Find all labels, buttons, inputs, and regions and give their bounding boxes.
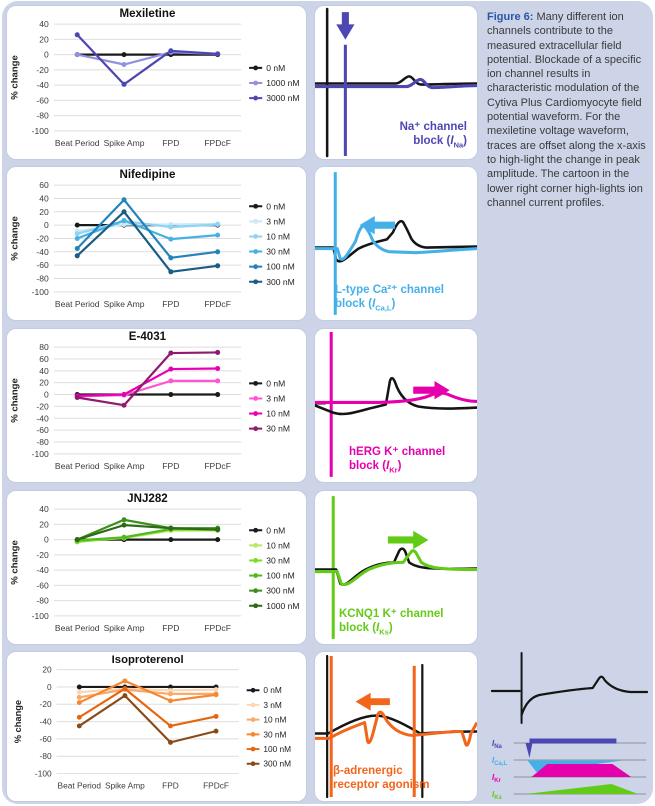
svg-text:100 nM: 100 nM [266, 261, 295, 272]
svg-text:300 nM: 300 nM [266, 276, 295, 287]
svg-text:-60: -60 [36, 580, 49, 591]
svg-text:FPDcF: FPDcF [204, 460, 231, 471]
svg-text:Spike Amp: Spike Amp [103, 298, 145, 309]
svg-text:Spike Amp: Spike Amp [103, 622, 145, 633]
beta-adrenergic-waveform-panel [314, 651, 478, 802]
figure-caption-body: Many different ion channels contribute to the measured extracellular field potential. Blockade of a specific ion channel results in characteristic modulation of the Cytiva Plus Cardiomyocyte field potential waveform. For the mexiletine voltage waveform, traces are offset along the x-axis to high-light the change in peak amplitude. The cartoon in the lower right corner high-lights ion channel current profiles. [487, 11, 646, 209]
ina-label: $I_{Na}$ [491, 737, 502, 751]
svg-text:0 nM: 0 nM [266, 201, 286, 212]
svg-text:Beat Period: Beat Period [54, 298, 100, 309]
ks-block-waveform-panel [314, 490, 478, 645]
svg-text:60: 60 [39, 180, 49, 191]
svg-text:40: 40 [39, 19, 49, 30]
isoproterenol-chart-panel [6, 651, 307, 802]
ks-channel-block-label: KCNQ1 K⁺ channel block $(I_{Ks})$ [339, 607, 444, 636]
ikr-current-profile [531, 764, 631, 777]
svg-text:-80: -80 [39, 751, 52, 762]
svg-text:0: 0 [44, 49, 49, 60]
svg-text:Isoproterenol: Isoproterenol [111, 653, 184, 666]
svg-text:3 nM: 3 nM [266, 393, 286, 404]
svg-text:0 nM: 0 nM [266, 378, 286, 389]
svg-text:-80: -80 [36, 436, 49, 447]
ina-current-profile [526, 739, 617, 759]
isoproterenol-chart [7, 652, 306, 801]
beta-adrenergic-label: β-adrenergic receptor agonism [333, 765, 430, 792]
svg-text:100 nM: 100 nM [263, 743, 292, 754]
svg-text:20: 20 [39, 377, 49, 388]
svg-text:-100: -100 [31, 286, 49, 297]
svg-text:Beat Period: Beat Period [54, 622, 100, 633]
svg-text:300 nM: 300 nM [266, 585, 295, 596]
svg-text:30 nM: 30 nM [263, 729, 287, 740]
svg-text:3 nM: 3 nM [266, 216, 286, 227]
svg-text:80: 80 [39, 342, 49, 353]
ikr-label: $I_{Kr}$ [491, 771, 501, 785]
svg-text:-100: -100 [31, 610, 49, 621]
svg-text:FPDcF: FPDcF [204, 622, 231, 633]
svg-text:30 nM: 30 nM [266, 246, 290, 257]
svg-text:-20: -20 [39, 699, 52, 710]
svg-text:-60: -60 [39, 733, 52, 744]
mexiletine-chart-panel [6, 5, 307, 160]
svg-text:-100: -100 [31, 448, 49, 459]
svg-text:-20: -20 [36, 64, 49, 75]
svg-text:-40: -40 [39, 716, 52, 727]
iks-label: $I_{Ks}$ [491, 788, 502, 801]
cal-block-waveform-panel [314, 166, 478, 321]
svg-text:-80: -80 [36, 273, 49, 284]
svg-text:-100: -100 [31, 125, 49, 136]
svg-text:-20: -20 [36, 233, 49, 244]
svg-text:E-4031: E-4031 [128, 331, 167, 344]
svg-text:0 nM: 0 nM [266, 525, 286, 536]
svg-text:20: 20 [39, 34, 49, 45]
figure-caption [487, 10, 647, 210]
svg-text:40: 40 [39, 504, 49, 515]
svg-text:-60: -60 [36, 425, 49, 436]
svg-text:10 nM: 10 nM [266, 540, 290, 551]
jnj282-chart [7, 491, 306, 644]
svg-text:% change: % change [13, 699, 24, 744]
svg-text:1000 nM: 1000 nM [266, 600, 300, 611]
svg-text:10 nM: 10 nM [266, 408, 290, 419]
svg-text:Mexiletine: Mexiletine [119, 8, 176, 21]
svg-text:20: 20 [42, 664, 52, 675]
svg-text:JNJ282: JNJ282 [127, 493, 168, 506]
svg-text:-60: -60 [36, 95, 49, 106]
svg-text:Spike Amp: Spike Amp [103, 137, 145, 148]
svg-text:0 nM: 0 nM [266, 62, 286, 73]
svg-text:1000 nM: 1000 nM [266, 78, 300, 89]
svg-text:FPDcF: FPDcF [204, 137, 231, 148]
svg-text:-40: -40 [36, 80, 49, 91]
svg-text:-20: -20 [36, 549, 49, 560]
e4031-chart [7, 329, 306, 482]
svg-text:FPD: FPD [162, 137, 180, 148]
svg-text:0: 0 [46, 681, 52, 692]
nifedipine-chart [7, 167, 306, 320]
svg-text:100 nM: 100 nM [266, 570, 295, 581]
svg-text:-40: -40 [36, 246, 49, 257]
svg-text:% change: % change [9, 216, 21, 261]
mexiletine-chart [7, 6, 306, 159]
svg-text:Beat Period: Beat Period [57, 780, 102, 791]
svg-text:30 nM: 30 nM [266, 555, 290, 566]
svg-text:0: 0 [44, 389, 49, 400]
svg-text:FPD: FPD [162, 622, 180, 633]
jnj282-chart-panel [6, 490, 307, 645]
svg-text:FPD: FPD [162, 780, 179, 791]
svg-text:-80: -80 [36, 595, 49, 606]
svg-text:0: 0 [44, 220, 49, 231]
svg-text:300 nM: 300 nM [263, 758, 292, 769]
svg-text:FPD: FPD [162, 460, 180, 471]
current-profiles-svg [486, 651, 650, 801]
nifedipine-chart-panel [6, 166, 307, 321]
svg-text:-60: -60 [36, 260, 49, 271]
svg-text:10 nM: 10 nM [266, 231, 290, 242]
ical-label: $I_{Ca,L}$ [491, 754, 508, 768]
svg-text:3 nM: 3 nM [263, 699, 282, 710]
svg-text:20: 20 [39, 519, 49, 530]
svg-text:60: 60 [39, 353, 49, 364]
svg-text:-20: -20 [36, 401, 49, 412]
current-profiles-cartoon [486, 651, 650, 801]
svg-text:% change: % change [9, 378, 21, 423]
svg-text:FPDcF: FPDcF [203, 780, 230, 791]
svg-text:FPDcF: FPDcF [204, 298, 231, 309]
e4031-chart-panel [6, 328, 307, 483]
svg-text:Nifedipine: Nifedipine [119, 169, 176, 182]
iks-current-profile [526, 784, 639, 794]
svg-text:Beat Period: Beat Period [54, 460, 100, 471]
svg-text:-100: -100 [34, 768, 52, 779]
na-channel-block-label: Na⁺ channel block $(I_{Na})$ [399, 120, 467, 149]
kr-block-waveform-panel [314, 328, 478, 483]
svg-text:0 nM: 0 nM [263, 685, 282, 696]
svg-text:30 nM: 30 nM [266, 423, 290, 434]
svg-text:Beat Period: Beat Period [54, 137, 100, 148]
cal-channel-block-label: L-type Ca²⁺ channel block $(I_{Ca,L})$ [335, 283, 444, 312]
svg-text:40: 40 [39, 365, 49, 376]
svg-text:% change: % change [9, 540, 21, 585]
kr-channel-block-label: hERG K⁺ channel block $(I_{Kr})$ [349, 445, 446, 474]
svg-text:20: 20 [39, 206, 49, 217]
svg-text:40: 40 [39, 193, 49, 204]
svg-text:-40: -40 [36, 413, 49, 424]
figure-caption-lead: Figure 6: [487, 11, 534, 23]
svg-text:-40: -40 [36, 565, 49, 576]
svg-text:-80: -80 [36, 110, 49, 121]
svg-text:% change: % change [9, 55, 21, 100]
svg-text:0: 0 [44, 534, 49, 545]
svg-text:Spike Amp: Spike Amp [103, 460, 145, 471]
svg-text:FPD: FPD [162, 298, 180, 309]
svg-text:3000 nM: 3000 nM [266, 93, 300, 104]
svg-text:10 nM: 10 nM [263, 714, 287, 725]
na-block-waveform-panel [314, 5, 478, 160]
svg-text:Spike Amp: Spike Amp [104, 780, 145, 791]
